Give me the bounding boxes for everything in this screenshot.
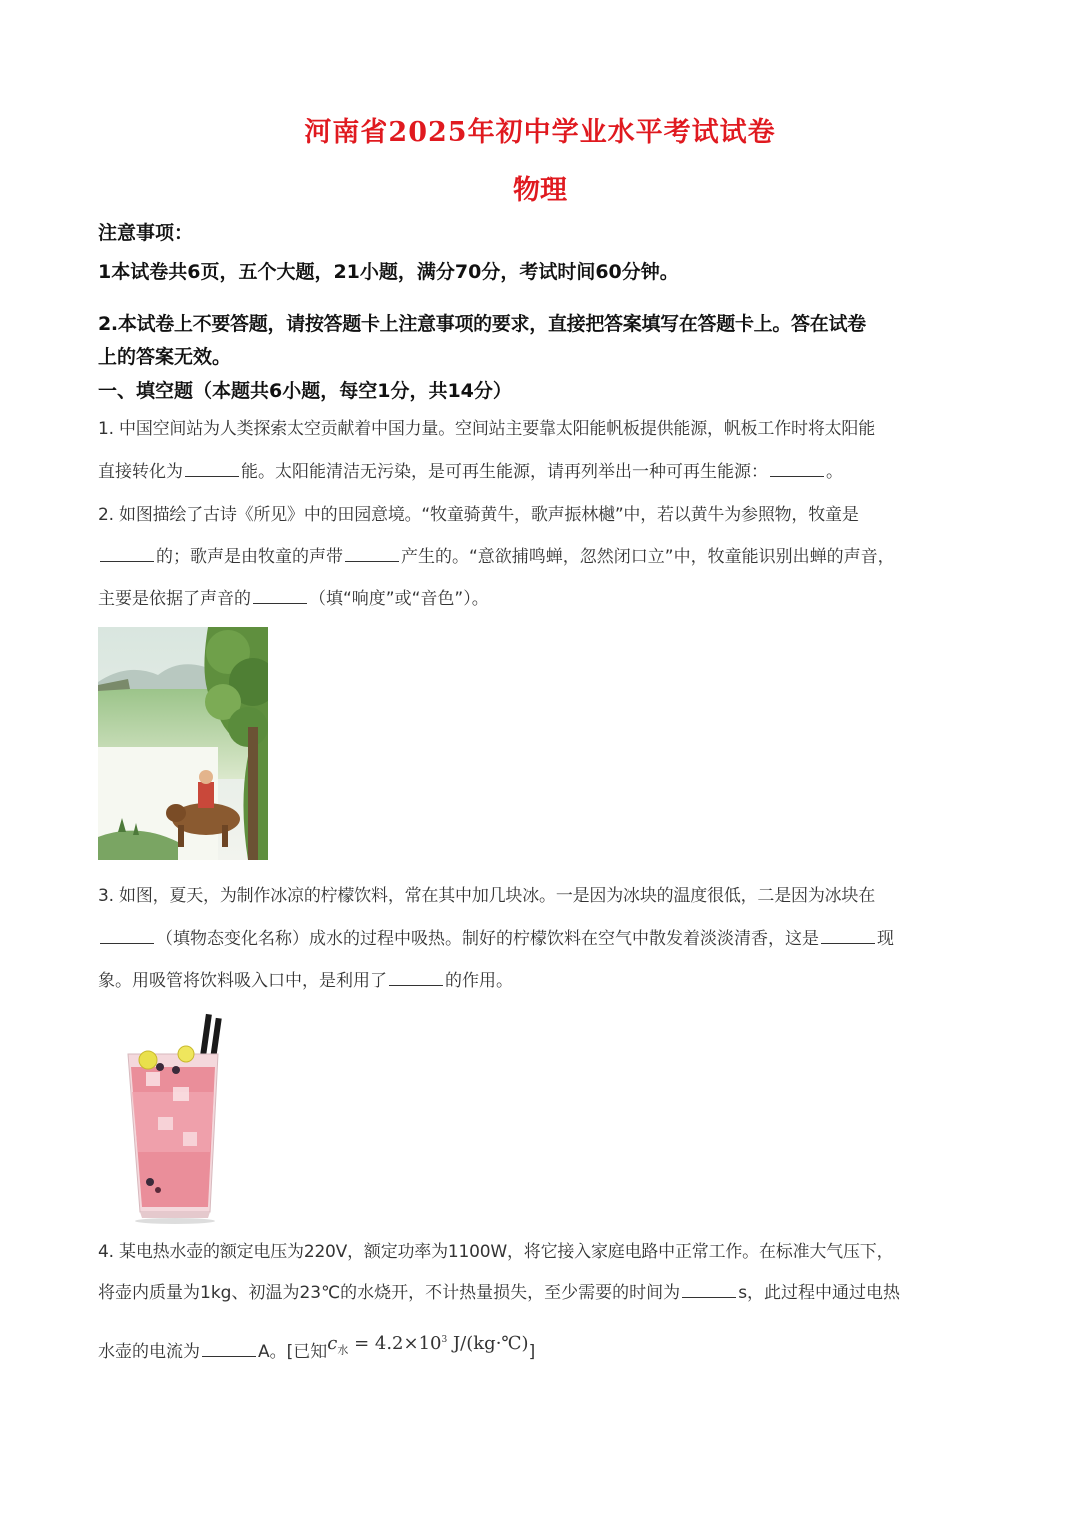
q3-line-2 — [98, 924, 988, 949]
q4-line-3 — [98, 1333, 988, 1366]
answer-blank — [185, 475, 239, 477]
q4-text-c: 水壶的电流为 — [98, 1342, 200, 1362]
q4-line-2 — [98, 1278, 988, 1303]
q4-text-d: A。[已知 — [258, 1342, 328, 1362]
q4-text-b: s，此过程中通过电热 — [738, 1283, 901, 1303]
answer-blank — [100, 560, 154, 562]
q2-line-3 — [98, 584, 988, 609]
q1-text-a: 直接转化为 — [98, 462, 183, 482]
answer-blank — [389, 984, 443, 986]
q2-text-a: 的；歌声是由牧童的声带 — [156, 547, 343, 567]
q3-text-c: 象。用吸管将饮料吸入口中，是利用了 — [98, 971, 387, 991]
q2-text-c: 主要是依据了声音的 — [98, 589, 251, 609]
subject-title: 物理 — [513, 175, 567, 206]
notes-heading: 注意事项： — [98, 222, 194, 244]
specific-heat-formula — [327, 1333, 529, 1357]
q1-text-c: 。 — [826, 462, 843, 482]
q3-text-d: 的作用。 — [445, 971, 513, 991]
q2-text-d: （填“响度”或“音色”）。 — [309, 589, 489, 609]
q4-text-a: 将壶内质量为1kg、初温为23℃的水烧开，不计热量损失，至少需要的时间为 — [98, 1283, 681, 1303]
lemon-drink-illustration — [118, 1012, 223, 1224]
q1-line-1: 1. 中国空间站为人类探索太空贡献着中国力量。空间站主要靠太阳能帆板提供能源，帆板工作时将太阳能 — [98, 419, 876, 439]
q3-text-a: （填物态变化名称）成水的过程中吸热。制好的柠檬饮料在空气中散发着淡淡清香，这是 — [156, 929, 819, 949]
notes-item-1: 1本试卷共6页，五个大题，21小题，满分70分，考试时间60分钟。 — [98, 261, 679, 283]
q4-line-1: 4. 某电热水壶的额定电压为220V，额定功率为1100W，将它接入家庭电路中正常工作。在标准大气压下， — [98, 1242, 894, 1262]
formula-exponent: 3 — [441, 1335, 448, 1345]
formula-symbol: c — [327, 1333, 338, 1354]
answer-blank — [253, 602, 307, 604]
q2-line-1: 2. 如图描绘了古诗《所见》中的田园意境。“牧童骑黄牛，歌声振林樾”中，若以黄牛为参照物，牧童是 — [98, 505, 859, 525]
notes-item-2-line-1: 2.本试卷上不要答题，请按答题卡上注意事项的要求，直接把答案填写在答题卡上。答在试卷 — [98, 313, 866, 335]
q2-text-b: 产生的。“意欲捕鸣蝉，忽然闭口立”中，牧童能识别出蝉的声音， — [401, 547, 895, 567]
q4-text-end: ] — [528, 1342, 536, 1362]
exam-title: 河南省2025年初中学业水平考试试卷 — [304, 117, 776, 148]
q3-line-1: 3. 如图，夏天，为制作冰凉的柠檬饮料，常在其中加几块冰。一是因为冰块的温度很低，二是因为冰块在 — [98, 886, 876, 906]
q1-line-2 — [98, 457, 988, 482]
answer-blank — [100, 942, 154, 944]
herdboy-ox-illustration — [98, 627, 268, 860]
notes-item-2-line-2: 上的答案无效。 — [98, 346, 232, 368]
formula-unit: J/(kg·℃) — [447, 1333, 529, 1354]
q3-line-3 — [98, 966, 988, 991]
formula-subscript: 水 — [337, 1343, 349, 1357]
answer-blank — [202, 1355, 256, 1357]
answer-blank — [345, 560, 399, 562]
q3-text-b: 现 — [877, 929, 894, 949]
answer-blank — [682, 1296, 736, 1298]
formula-value: = 4.2×10 — [348, 1333, 442, 1354]
q1-text-b: 能。太阳能清洁无污染，是可再生能源，请再列举出一种可再生能源： — [241, 462, 768, 482]
answer-blank — [770, 475, 824, 477]
q2-line-2 — [98, 542, 988, 567]
section-1-heading: 一、填空题（本题共6小题，每空1分，共14分） — [98, 380, 512, 402]
answer-blank — [821, 942, 875, 944]
